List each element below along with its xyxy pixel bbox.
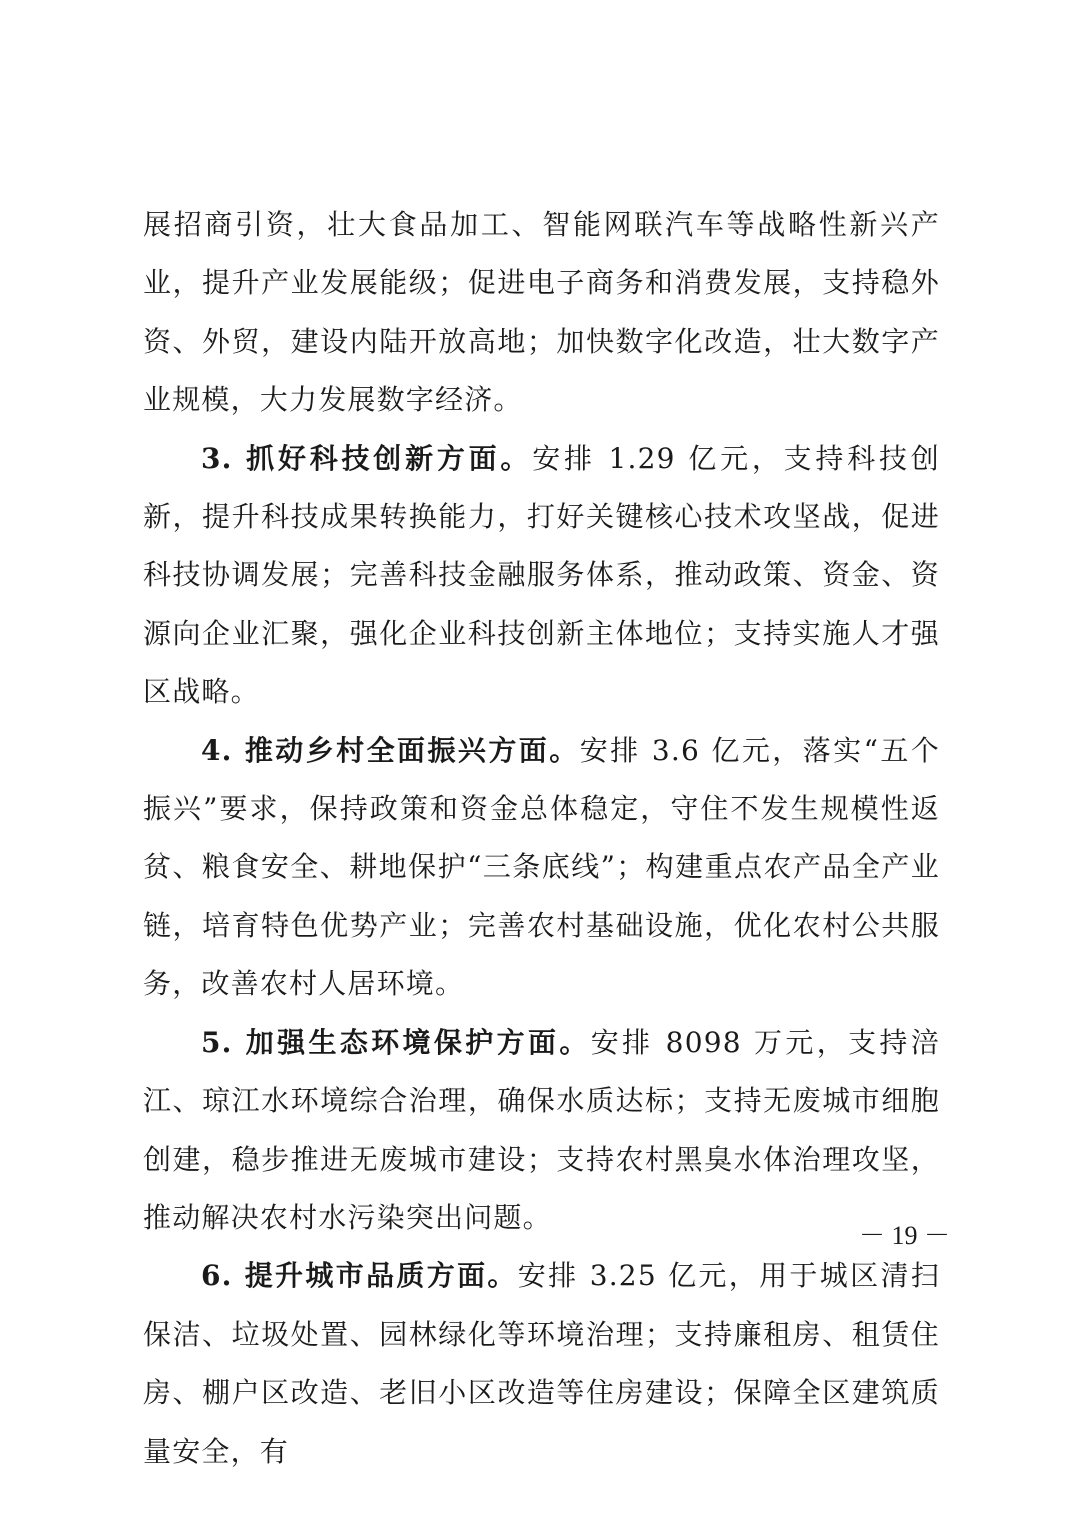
paragraph-text: 安排 1.29 亿元，支持科技创新，提升科技成果转换能力，打好关键核心技术攻坚战，促进科技协调发展；完善科技金融服务体系，推动政策、资金、资源向企业汇聚，强化企业科技创新主体地位；支持实施人才强区战略。 [143, 441, 940, 709]
section-number: 5. [201, 1025, 246, 1059]
section-heading: 推动乡村全面振兴方面。 [244, 733, 580, 767]
paragraph-text: 安排 8098 万元，支持涪江、琼江水环境综合治理，确保水质达标；支持无废城市细胞创建，稳步推进无废城市建设；支持农村黑臭水体治理攻坚，推动解决农村水污染突出问题。 [143, 1025, 940, 1234]
paragraph-text: 展招商引资，壮大食品加工、智能网联汽车等战略性新兴产业，提升产业发展能级；促进电子商务和消费发展，支持稳外资、外贸，建设内陆开放高地；加快数字化改造，壮大数字产业规模，大力发展数字经济。 [143, 208, 940, 417]
section-heading: 抓好科技创新方面。 [246, 441, 533, 475]
paragraph-text: 安排 3.6 亿元，落实“五个振兴”要求，保持政策和资金总体稳定，守住不发生规模性返贫、粮食安全、耕地保护“三条底线”；构建重点农产品全产业链，培育特色优势产业；完善农村基础设施，优化农村公共服务，改善农村人居环境。 [143, 733, 940, 1001]
section-heading: 加强生态环境保护方面。 [245, 1025, 591, 1059]
paragraph-rural-revitalization [143, 722, 940, 1014]
section-heading: 提升城市品质方面。 [244, 1259, 518, 1293]
page-number: － 19 － [858, 1221, 950, 1250]
section-number: 4. [201, 733, 245, 767]
body-text [143, 196, 940, 1481]
section-number: 3. [201, 441, 247, 475]
paragraph-tech-innovation [143, 430, 940, 722]
section-number: 6. [201, 1259, 245, 1293]
paragraph-text: 安排 3.25 亿元，用于城区清扫保洁、垃圾处置、园林绿化等环境治理；支持廉租房、租赁住房、棚户区改造、老旧小区改造等住房建设；保障全区建筑质量安全，有 [143, 1259, 940, 1468]
paragraph-continued [143, 196, 940, 430]
paragraph-urban-quality [143, 1247, 940, 1481]
paragraph-ecological-protection [143, 1014, 940, 1248]
